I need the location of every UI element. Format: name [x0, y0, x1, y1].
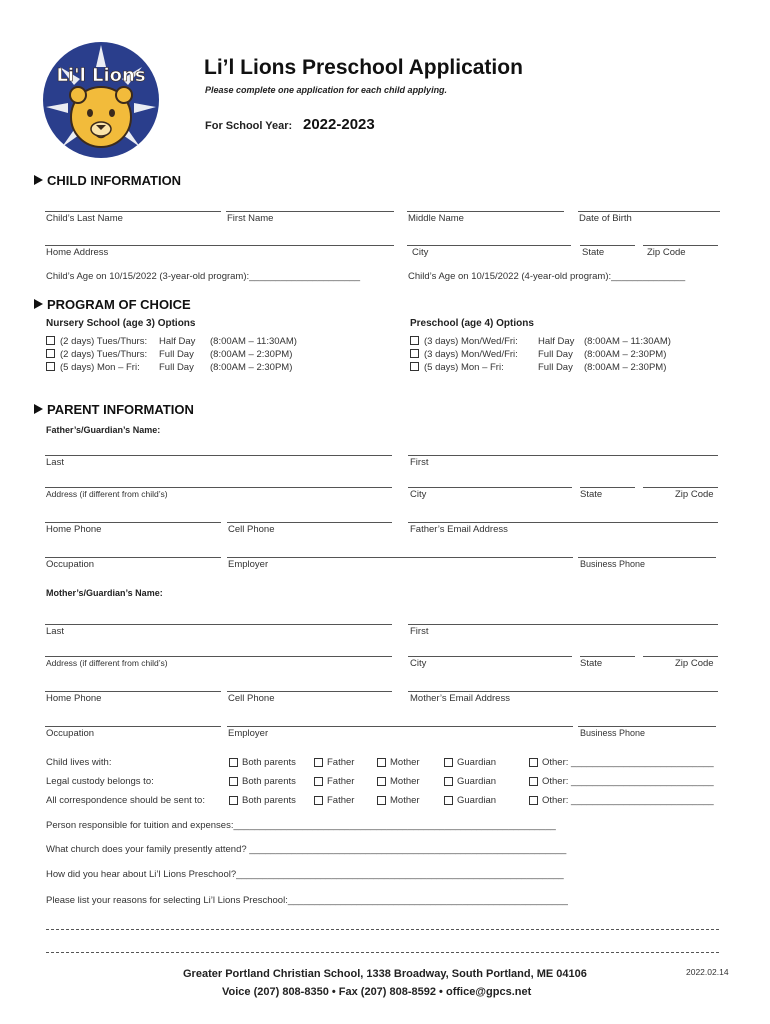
nursery-option[interactable]: (2 days) Tues/Thurs: [46, 349, 147, 360]
mother-address-label: Address (if different from child’s) [46, 658, 168, 668]
preschool-option-type: Full Day [538, 349, 573, 360]
custody-row-label: All correspondence should be sent to: [46, 795, 205, 806]
custody-option: Mother [390, 776, 420, 787]
mother-employer-field[interactable] [227, 726, 573, 727]
father-state-label: State [580, 489, 603, 500]
checkbox-icon[interactable] [229, 777, 238, 786]
checkbox-icon[interactable] [444, 777, 453, 786]
child-city-label: City [412, 247, 429, 258]
checkbox-icon[interactable] [529, 777, 538, 786]
checkbox-icon[interactable] [529, 758, 538, 767]
checkbox-icon[interactable] [410, 362, 419, 371]
father-city-field[interactable] [408, 487, 572, 488]
nursery-option-type: Half Day [159, 336, 196, 347]
child-info-heading: CHILD INFORMATION [34, 173, 181, 188]
child-last-name-field[interactable] [45, 211, 221, 212]
nursery-option-type: Full Day [159, 349, 194, 360]
mother-email-label: Mother’s Email Address [410, 693, 510, 704]
mother-business-phone-label: Business Phone [580, 728, 646, 738]
father-occupation-label: Occupation [46, 559, 95, 570]
nursery-option-time: (8:00AM – 2:30PM) [210, 362, 293, 373]
child-zip-label: Zip Code [647, 247, 686, 258]
child-city-field[interactable] [407, 245, 571, 246]
checkbox-icon[interactable] [314, 796, 323, 805]
custody-row-label: Legal custody belongs to: [46, 776, 154, 787]
custody-option: Mother [390, 757, 420, 768]
nursery-option[interactable]: (2 days) Tues/Thurs: [46, 336, 147, 347]
checkbox-icon[interactable] [46, 336, 55, 345]
father-home-phone-field[interactable] [45, 522, 221, 523]
father-cell-phone-label: Cell Phone [228, 524, 275, 535]
checkbox-icon[interactable] [410, 349, 419, 358]
mother-city-field[interactable] [408, 656, 572, 657]
father-address-field[interactable] [45, 487, 392, 488]
preschool-option-time: (8:00AM – 2:30PM) [584, 349, 667, 360]
checkbox-icon[interactable] [529, 796, 538, 805]
custody-option: Both parents [242, 776, 296, 787]
child-address-field[interactable] [45, 245, 394, 246]
preschool-option-time: (8:00AM – 11:30AM) [584, 336, 671, 347]
father-business-phone-label: Business Phone [580, 559, 646, 569]
mother-state-field[interactable] [580, 656, 635, 657]
custody-row-label: Child lives with: [46, 757, 112, 768]
preschool-option[interactable]: (3 days) Mon/Wed/Fri: [410, 336, 518, 347]
custody-other-field[interactable]: Other: ___________________________ [542, 776, 714, 787]
child-age-3-field[interactable]: Child’s Age on 10/15/2022 (3-year-old program):_____________________ [46, 271, 361, 282]
custody-other-field[interactable]: Other: ___________________________ [542, 757, 714, 768]
nursery-option-type: Full Day [159, 362, 194, 373]
child-last-name-label: Child’s Last Name [46, 213, 123, 224]
school-year-label: For School Year: [205, 120, 293, 132]
logo-text: Li'l Lions [56, 65, 146, 86]
checkbox-icon[interactable] [377, 758, 386, 767]
preschool-option-type: Half Day [538, 336, 575, 347]
child-state-label: State [582, 247, 605, 258]
mother-home-phone-field[interactable] [45, 691, 221, 692]
custody-option: Both parents [242, 795, 296, 806]
custody-option: Father [327, 757, 355, 768]
footer-version: 2022.02.14 [686, 967, 729, 977]
father-last-field[interactable] [45, 455, 392, 456]
nursery-title: Nursery School (age 3) Options [46, 318, 196, 329]
father-zip-field[interactable] [643, 487, 718, 488]
child-dob-field[interactable] [578, 211, 720, 212]
mother-cell-phone-label: Cell Phone [228, 693, 275, 704]
father-address-label: Address (if different from child’s) [46, 489, 168, 499]
father-home-phone-label: Home Phone [46, 524, 102, 535]
mother-employer-label: Employer [228, 728, 269, 739]
mother-title: Mother’s/Guardian’s Name: [46, 588, 163, 598]
mother-email-field[interactable] [408, 691, 718, 692]
mother-zip-label: Zip Code [675, 658, 714, 669]
father-last-label: Last [46, 457, 64, 468]
father-employer-field[interactable] [227, 557, 573, 558]
form-subtitle: Please complete one application for each child applying. [205, 85, 448, 95]
mother-occupation-label: Occupation [46, 728, 95, 739]
form-title: Li’l Lions Preschool Application [204, 56, 523, 79]
custody-option: Father [327, 795, 355, 806]
parent-info-heading: PARENT INFORMATION [34, 402, 194, 417]
checkbox-icon[interactable] [410, 336, 419, 345]
child-age-4-field[interactable]: Child’s Age on 10/15/2022 (4-year-old program):______________ [408, 271, 686, 282]
mother-state-label: State [580, 658, 603, 669]
checkbox-icon[interactable] [444, 758, 453, 767]
custody-option: Both parents [242, 757, 296, 768]
checkbox-icon[interactable] [444, 796, 453, 805]
child-first-name-label: First Name [227, 213, 274, 224]
checkbox-icon[interactable] [229, 758, 238, 767]
preschool-option-type: Full Day [538, 362, 573, 373]
custody-option: Guardian [457, 757, 497, 768]
reasons-line-2[interactable] [46, 929, 719, 930]
custody-option: Mother [390, 795, 420, 806]
footer-address: Greater Portland Christian School, 1338 Broadway, South Portland, ME 04106 [183, 968, 587, 980]
triangle-icon [34, 299, 43, 309]
checkbox-icon[interactable] [46, 362, 55, 371]
custody-option: Guardian [457, 795, 497, 806]
school-year-value: 2022-2023 [303, 116, 375, 133]
checkbox-icon[interactable] [229, 796, 238, 805]
father-zip-label: Zip Code [675, 489, 714, 500]
reasons-line-3[interactable] [46, 952, 719, 953]
father-cell-phone-field[interactable] [227, 522, 392, 523]
checkbox-icon[interactable] [377, 777, 386, 786]
child-zip-field[interactable] [643, 245, 718, 246]
custody-option: Guardian [457, 776, 497, 787]
nursery-option-time: (8:00AM – 2:30PM) [210, 349, 293, 360]
nursery-option-time: (8:00AM – 11:30AM) [210, 336, 297, 347]
checkbox-icon[interactable] [314, 758, 323, 767]
preschool-title: Preschool (age 4) Options [410, 318, 534, 329]
mother-occupation-field[interactable] [45, 726, 221, 727]
mother-last-field[interactable] [45, 624, 392, 625]
father-email-field[interactable] [408, 522, 718, 523]
church-field[interactable]: What church does your family presently attend? ____________________________________________________________ [46, 844, 567, 855]
mother-home-phone-label: Home Phone [46, 693, 102, 704]
child-middle-name-label: Middle Name [408, 213, 464, 224]
father-business-phone-field[interactable] [578, 557, 716, 558]
triangle-icon [34, 175, 43, 185]
tuition-field[interactable]: Person responsible for tuition and expenses:_____________________________________________________________ [46, 820, 556, 831]
mother-business-phone-field[interactable] [578, 726, 716, 727]
child-dob-label: Date of Birth [579, 213, 632, 224]
mother-first-field[interactable] [408, 624, 718, 625]
hear-about-field[interactable]: How did you hear about Li’l Lions Preschool?______________________________________________________________ [46, 869, 564, 880]
preschool-option[interactable]: (5 days) Mon – Fri: [410, 362, 504, 373]
mother-zip-field[interactable] [643, 656, 718, 657]
mother-first-label: First [410, 626, 429, 637]
checkbox-icon[interactable] [377, 796, 386, 805]
father-state-field[interactable] [580, 487, 635, 488]
lil-lions-logo [38, 37, 164, 163]
reasons-field[interactable]: Please list your reasons for selecting Li’l Lions Preschool:_____________________________________________________ [46, 895, 568, 906]
father-first-field[interactable] [408, 455, 718, 456]
nursery-option[interactable]: (5 days) Mon – Fri: [46, 362, 140, 373]
preschool-option-time: (8:00AM – 2:30PM) [584, 362, 667, 373]
father-title: Father’s/Guardian’s Name: [46, 425, 161, 435]
checkbox-icon[interactable] [314, 777, 323, 786]
triangle-icon [34, 404, 43, 414]
custody-option: Father [327, 776, 355, 787]
child-address-label: Home Address [46, 247, 109, 258]
mother-cell-phone-field[interactable] [227, 691, 392, 692]
checkbox-icon[interactable] [46, 349, 55, 358]
child-first-name-field[interactable] [226, 211, 394, 212]
mother-last-label: Last [46, 626, 64, 637]
custody-other-field[interactable]: Other: ___________________________ [542, 795, 714, 806]
program-heading: PROGRAM OF CHOICE [34, 297, 191, 312]
preschool-option[interactable]: (3 days) Mon/Wed/Fri: [410, 349, 518, 360]
child-middle-name-field[interactable] [407, 211, 564, 212]
footer-contact: Voice (207) 808-8350 • Fax (207) 808-8592 • office@gpcs.net [222, 986, 532, 998]
father-email-label: Father’s Email Address [410, 524, 508, 535]
father-employer-label: Employer [228, 559, 269, 570]
father-city-label: City [410, 489, 427, 500]
child-state-field[interactable] [580, 245, 635, 246]
father-first-label: First [410, 457, 429, 468]
father-occupation-field[interactable] [45, 557, 221, 558]
mother-city-label: City [410, 658, 427, 669]
mother-address-field[interactable] [45, 656, 392, 657]
